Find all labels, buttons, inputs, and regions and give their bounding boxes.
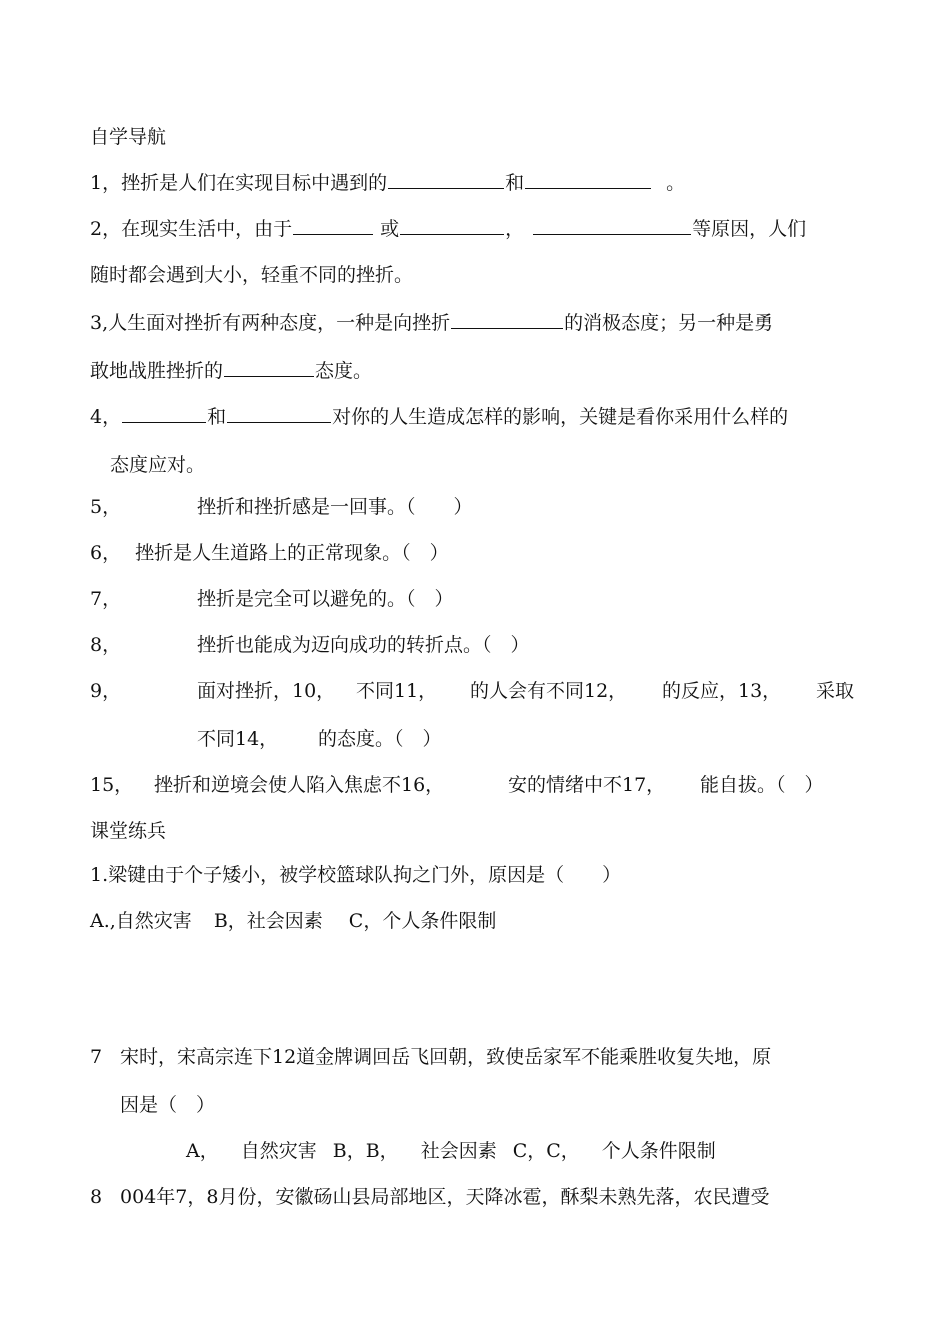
judge-9-part-d: 的反应，13，: [662, 680, 782, 702]
judge-9-part-b: 不同11，: [356, 680, 438, 702]
question-2-text-a: 2，在现实生活中，由于: [90, 218, 293, 240]
mc-7-option-a-label[interactable]: A，: [186, 1140, 219, 1162]
mc-7-number: 7: [90, 1046, 103, 1068]
blank-2b[interactable]: [400, 214, 504, 235]
mc-1-question: 1.梁键由于个子矮小，被学校篮球队拘之门外，原因是（ ）: [90, 864, 622, 886]
mc-7-option-c-text: 个人条件限制: [601, 1140, 716, 1162]
blank-2c[interactable]: [533, 214, 691, 235]
question-3-text-a: 3,人生面对挫折有两种态度，一种是向挫折: [90, 312, 451, 334]
judge-6: [90, 540, 449, 566]
section-practice: 课堂练兵: [90, 820, 167, 842]
question-1-text-c: 。: [666, 172, 686, 194]
blank-1a[interactable]: [388, 168, 504, 189]
question-2-text-d: 等原因，人们: [692, 218, 807, 240]
mc-7-option-b-label[interactable]: B，B，: [332, 1140, 399, 1162]
question-4: [90, 402, 788, 430]
judge-15-part-b: 安的情绪中不17，: [508, 774, 666, 796]
judge-9-part-c: 的人会有不同12，: [470, 680, 628, 702]
judge-15-part-c: 能自拔。（ ）: [700, 774, 824, 796]
judge-8-text: 挫折也能成为迈向成功的转折点。（ ）: [197, 634, 530, 656]
blank-2a[interactable]: [293, 214, 373, 235]
question-4-text-c: 对你的人生造成怎样的影响，关键是看你采用什么样的: [332, 406, 789, 428]
judge-6-text: 挫折是人生道路上的正常现象。（ ）: [135, 542, 449, 564]
judge-9-part-e: 采取: [816, 680, 855, 702]
blank-1b[interactable]: [525, 168, 651, 189]
question-3-text-d: 态度。: [315, 360, 373, 382]
mc-7-line-2: 因是（ ）: [120, 1094, 216, 1116]
mc-1-option-b[interactable]: B，社会因素: [213, 910, 323, 932]
judge-7-number: 7，: [90, 588, 122, 610]
mc-1-options: [90, 908, 496, 934]
judge-5-number: 5，: [90, 496, 122, 518]
judge-15-part-a: 挫折和逆境会使人陷入焦虑不16，: [154, 774, 445, 796]
question-3-text-b: 的消极态度；另一种是勇: [564, 312, 774, 334]
judge-9-part-a: 面对挫折，10，: [197, 680, 336, 702]
judge-8-number: 8，: [90, 634, 122, 656]
mc-7-option-c-label[interactable]: C，C，: [512, 1140, 580, 1162]
mc-1-option-a[interactable]: A.,自然灾害: [90, 910, 192, 932]
blank-3b[interactable]: [224, 356, 314, 377]
mc-7-line-1: 宋时，宋高宗连下12道金牌调回岳飞回朝，致使岳家军不能乘胜收复失地，原: [120, 1046, 772, 1068]
question-2-line-2: 随时都会遇到大小，轻重不同的挫折。: [90, 264, 414, 286]
question-3-text-c: 敢地战胜挫折的: [90, 360, 224, 382]
question-2: [90, 214, 806, 242]
question-1-text-a: 1，挫折是人们在实现目标中遇到的: [90, 172, 388, 194]
question-1: [90, 168, 685, 196]
question-2-text-b: 或: [380, 218, 400, 240]
blank-4b[interactable]: [227, 402, 331, 423]
mc-7-option-a-text: 自然灾害: [240, 1140, 317, 1162]
blank-3a[interactable]: [451, 308, 563, 329]
judge-15-number: 15，: [90, 774, 134, 796]
question-4-line-2: 态度应对。: [110, 454, 206, 476]
blank-4a[interactable]: [122, 402, 206, 423]
mc-8-number: 8: [90, 1186, 103, 1208]
question-4-text-a: 4，: [90, 406, 122, 428]
judge-9-number: 9，: [90, 680, 122, 702]
question-2-text-c: ，: [505, 218, 525, 240]
judge-5-text: 挫折和挫折感是一回事。（ ）: [197, 496, 473, 518]
judge-6-number: 6，: [90, 542, 122, 564]
mc-1-option-c[interactable]: C，个人条件限制: [348, 910, 497, 932]
mc-7-option-b-text: 社会因素: [420, 1140, 497, 1162]
question-4-text-b: 和: [207, 406, 227, 428]
mc-8-line-1: 004年7，8月份，安徽砀山县局部地区，天降冰雹，酥梨未熟先落，农民遭受: [120, 1186, 770, 1208]
question-3-line-2: [90, 356, 372, 384]
judge-9-line-2b: 的态度。（ ）: [318, 728, 442, 750]
judge-9-line-2a: 不同14，: [197, 728, 279, 750]
question-1-text-b: 和: [505, 172, 525, 194]
question-3: [90, 308, 773, 336]
mc-7-options: [186, 1138, 716, 1164]
judge-7-text: 挫折是完全可以避免的。（ ）: [197, 588, 454, 610]
section-self-study: 自学导航: [90, 126, 167, 148]
